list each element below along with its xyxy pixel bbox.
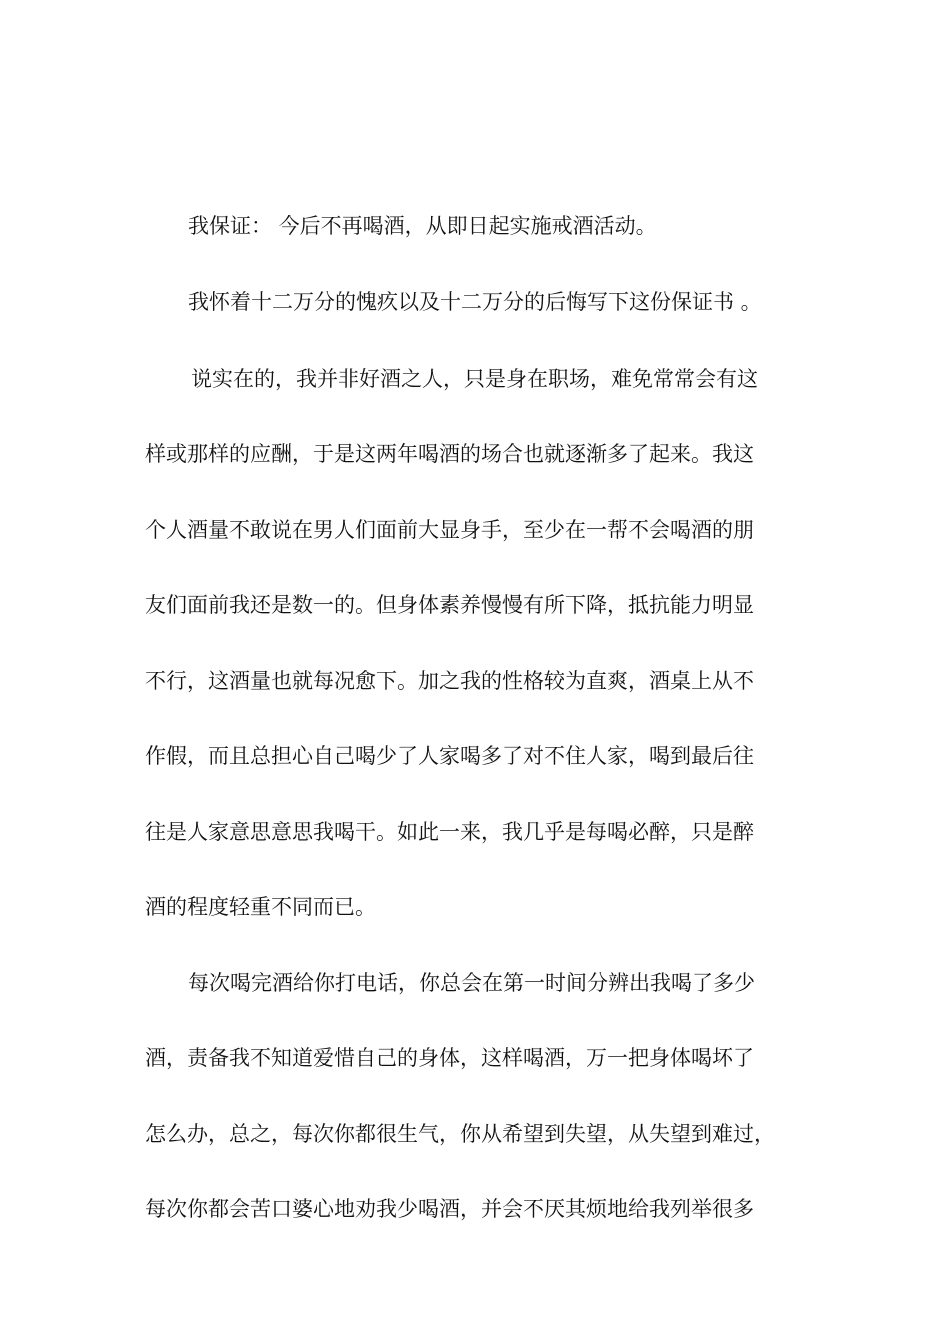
paragraph-line: 怎么办，总之，每次你都很生气，你从希望到失望，从失望到难过，: [145, 1122, 775, 1146]
paragraph-line: 不行，这酒量也就每况愈下。加之我的性格较为直爽，酒桌上从不: [145, 669, 754, 693]
paragraph-line: 个人酒量不敢说在男人们面前大显身手，至少在一帮不会喝酒的朋: [145, 518, 754, 542]
paragraph-line: 友们面前我还是数一的。但身体素养慢慢有所下降，抵抗能力明显: [145, 593, 754, 617]
paragraph-line: 说实在的，我并非好酒之人，只是身在职场，难免常常会有这: [191, 367, 758, 391]
pledge-statement: 我保证： 今后不再喝酒，从即日起实施戒酒活动。: [188, 214, 657, 238]
paragraph-line: 酒，责备我不知道爱惜自己的身体，这样喝酒，万一把身体喝坏了: [145, 1046, 754, 1070]
paragraph-line: 往是人家意思意思我喝干。如此一来，我几乎是每喝必醉，只是醉: [145, 820, 754, 844]
paragraph-line: 每次喝完酒给你打电话，你总会在第一时间分辨出我喝了多少: [188, 971, 755, 995]
paragraph-line: 每次你都会苦口婆心地劝我少喝酒，并会不厌其烦地给我列举很多: [145, 1197, 754, 1221]
remorse-statement: 我怀着十二万分的愧疚以及十二万分的后悔写下这份保证书 。: [188, 290, 762, 314]
paragraph-line: 作假，而且总担心自己喝少了人家喝多了对不住人家，喝到最后往: [145, 744, 754, 768]
paragraph-line: 酒的程度轻重不同而已。: [145, 895, 376, 919]
paragraph-line: 样或那样的应酬，于是这两年喝酒的场合也就逐渐多了起来。我这: [145, 442, 754, 466]
